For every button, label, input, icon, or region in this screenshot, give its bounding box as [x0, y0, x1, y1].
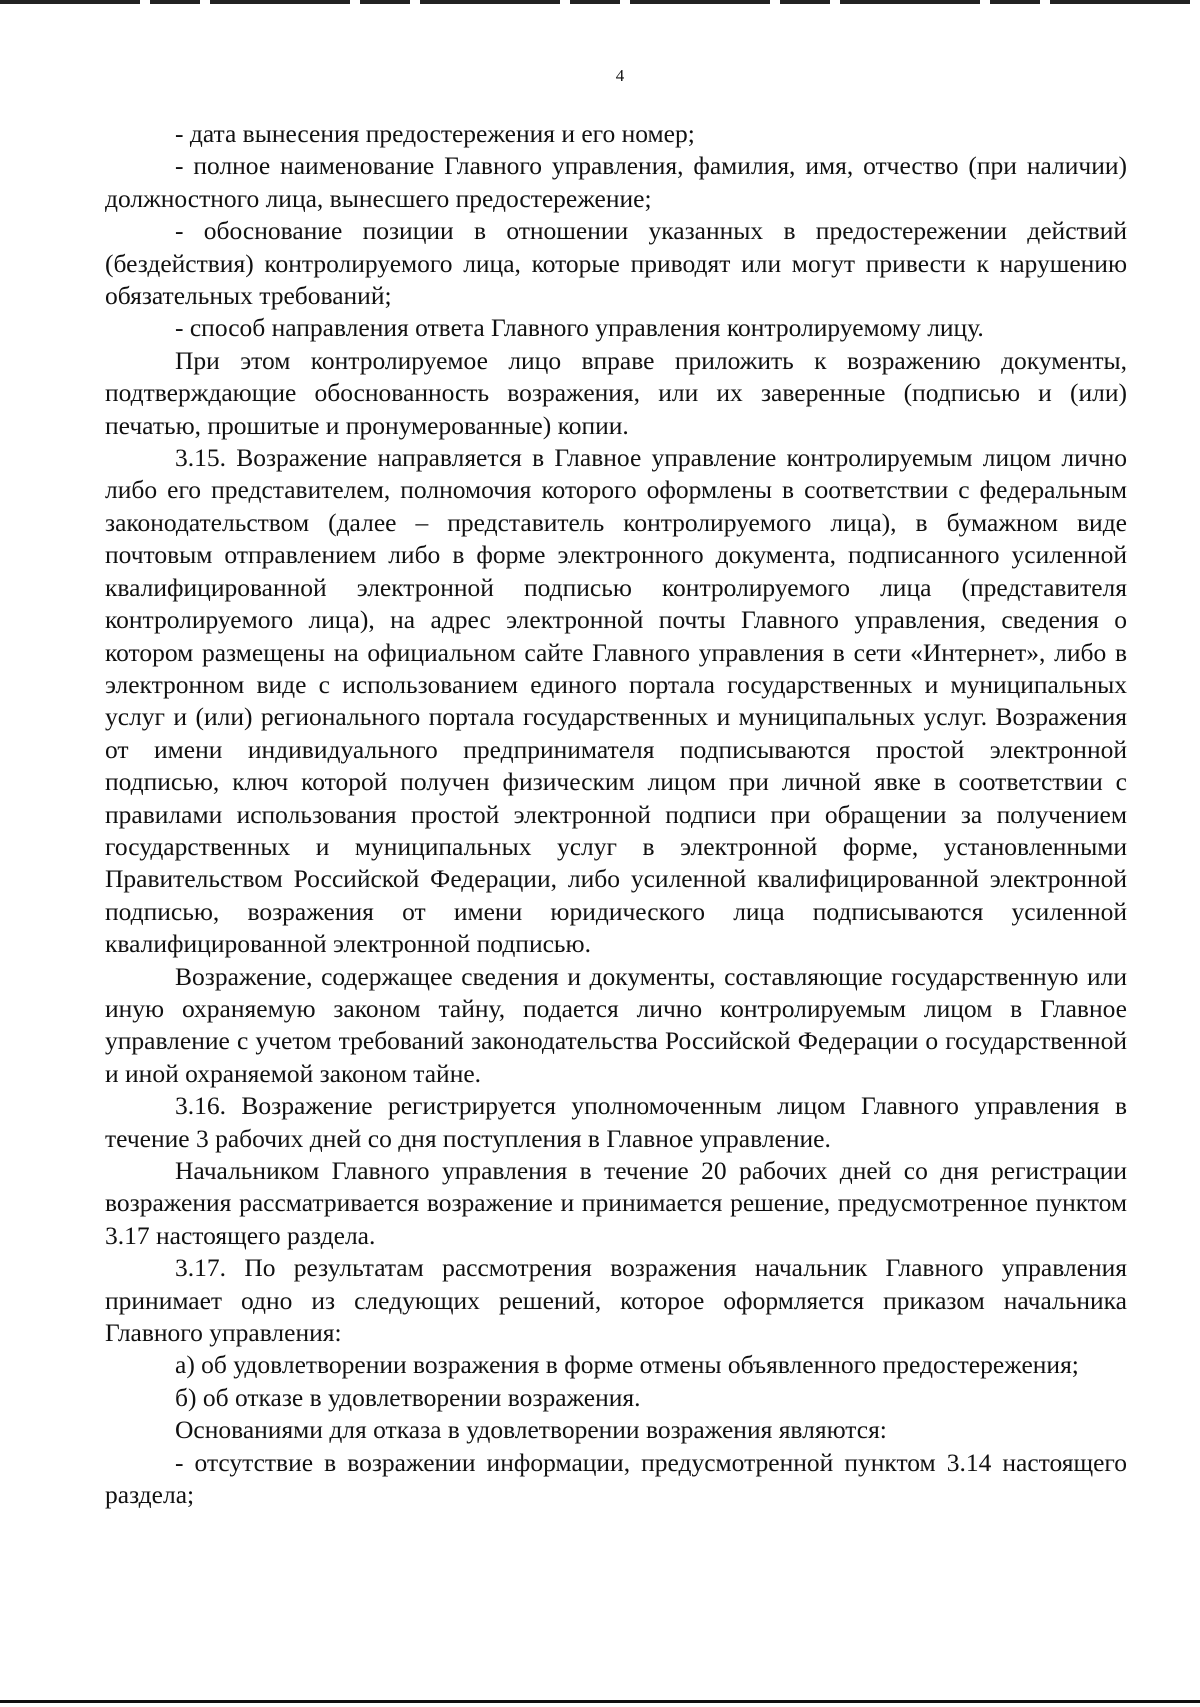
document-body	[105, 118, 1127, 1511]
scan-edge-top	[0, 0, 1200, 4]
paragraph: б) об отказе в удовлетворении возражения.	[175, 1382, 641, 1412]
paragraph: Основаниями для отказа в удовлетворении возражения являются:	[175, 1415, 887, 1445]
paragraph: - отсутствие в возражении информации, предусмотренной пунктом 3.14 настоящего раздела;	[105, 1447, 1127, 1510]
paragraph: 3.17. По результатам рассмотрения возражения начальник Главного управления принимает одно из следующих решений, которое оформляется приказом начальника Главного управления:	[105, 1253, 1127, 1348]
paragraph: Возражение, содержащее сведения и документы, составляющие государственную или иную охраняемую законом тайну, подается лично контролируемым лицом в Главное управление с учетом требований законодательства Российской Федерации о государственной и иной охраняемой законом тайне.	[105, 961, 1127, 1088]
paragraph: 3.15. Возражение направляется в Главное управление контролируемым лицом лично либо его представителем, полномочия которого оформлены в соответствии с федеральным законодательством (далее – представитель контролируемого лица), в бумажном виде почтовым отправлением либо в форме электронного документа, подписанного усиленной квалифицированной электронной подписью контролируемого лица (представителя контролируемого лица), на адрес электронной почты Главного управления, сведения о котором размещены на официальном сайте Главного управления в сети «Интернет», либо в электронном виде с использованием единого портала государственных и муниципальных услуг и (или) регионального портала государственных и муниципальных услуг. Возражения от имени индивидуального предпринимателя подписываются простой электронной подписью, ключ которой получен физическим лицом при личной явке в соответствии с правилами использования простой электронной подписи при обращении за получением государственных и муниципальных услуг в электронной форме, установленными Правительством Российской Федерации, либо усиленной квалифицированной электронной подписью, возражения от имени юридического лица подписываются усиленной квалифицированной электронной подписью.	[105, 443, 1127, 959]
paragraph: 3.16. Возражение регистрируется уполномоченным лицом Главного управления в течение 3 рабочих дней со дня поступления в Главное управление.	[105, 1091, 1127, 1153]
paragraph: При этом контролируемое лицо вправе приложить к возражению документы, подтверждающие обоснованность возражения, или их заверенные (подписью и (или) печатью, прошитые и пронумерованные) копии.	[105, 345, 1127, 440]
paragraph: а) об удовлетворении возражения в форме отмены объявленного предостережения;	[175, 1350, 1079, 1380]
paragraph: - полное наименование Главного управления, фамилия, имя, отчество (при наличии) должностного лица, вынесшего предостережение;	[105, 151, 1127, 213]
page-number: 4	[615, 66, 625, 85]
paragraph: - дата вынесения предостережения и его номер;	[175, 119, 695, 148]
scan-edge-bottom	[0, 1700, 1200, 1703]
paragraph: - способ направления ответа Главного управления контролируемому лицу.	[175, 313, 984, 343]
paragraph: - обоснование позиции в отношении указанных в предостережении действий (бездействия) контролируемого лица, которые приводят или могут привести к нарушению обязательных требований;	[105, 216, 1127, 311]
paragraph: Начальником Главного управления в течение 20 рабочих дней со дня регистрации возражения рассматривается возражение и принимается решение, предусмотренное пунктом 3.17 настоящего раздела.	[105, 1156, 1127, 1250]
